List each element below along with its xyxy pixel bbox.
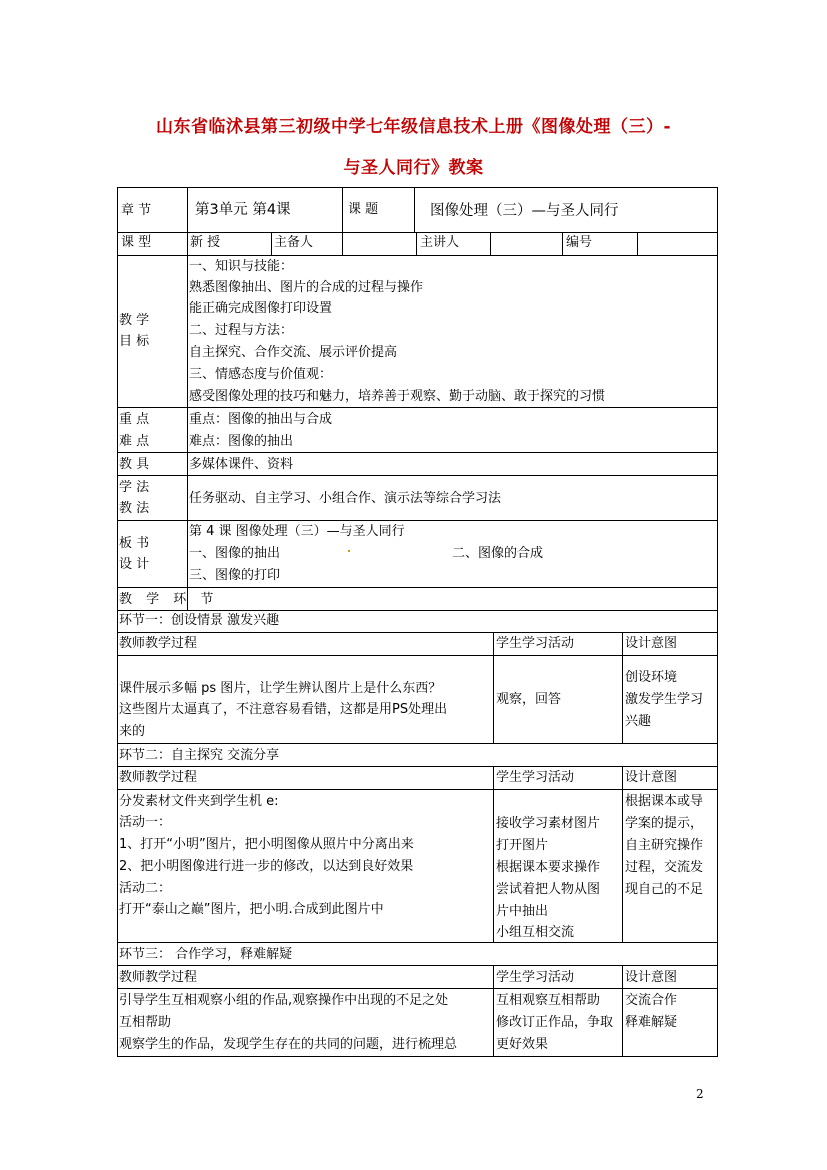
section-2-student-line: 打开图片 <box>496 838 549 853</box>
chapter-value: 第3单元 第4课 <box>195 202 291 218</box>
col-header-teacher: 教师教学过程 <box>119 636 198 651</box>
lecturer-label: 主讲人 <box>420 235 460 250</box>
section-2-teacher-line: 分发素材文件夹到学生机 e: <box>119 794 279 809</box>
section-3-student-line: 修改订正作品，争取 <box>496 1015 614 1030</box>
section-2-teacher-line: 1、打开“小明”图片，把小明图像从照片中分离出来 <box>119 837 414 852</box>
section-3-intent-line: 交流合作 <box>625 993 678 1008</box>
col-header-intent: 设计意图 <box>625 770 678 785</box>
objectives-label-2: 目 标 <box>119 334 150 349</box>
document-title-line-2: 与圣人同行》教案 <box>343 158 484 178</box>
objectives-line: 能正确完成图像打印设置 <box>189 301 333 316</box>
tools-value: 多媒体课件、资料 <box>189 457 294 472</box>
section-2-intent-line: 根据课本或导 <box>625 794 704 809</box>
objectives-line: 熟悉图像抽出、图片的合成的过程与操作 <box>189 280 424 295</box>
key-point: 重点：图像的抽出与合成 <box>189 412 333 427</box>
section-3-teacher-line: 观察学生的作品，发现学生存在的共同的问题，进行梳理总 <box>119 1037 458 1052</box>
tools-label: 教 具 <box>119 457 150 472</box>
process-title: 教 学 环 节 <box>119 592 214 607</box>
number-label: 编号 <box>566 235 593 250</box>
type-label: 课 型 <box>121 235 152 250</box>
board-label-2: 设 计 <box>119 557 150 572</box>
section-3-title: 环节三： 合作学习，释难解疑 <box>119 947 293 962</box>
board-line: 二、图像的合成 <box>452 546 544 561</box>
section-1-intent-line: 激发学生学习 <box>625 692 704 707</box>
section-1-teacher-line: 来的 <box>119 724 146 739</box>
section-2-student-line: 小组互相交流 <box>496 925 575 940</box>
key-label-1: 重 点 <box>119 412 150 427</box>
methods-label-2: 教 法 <box>119 501 150 516</box>
stray-mark <box>348 550 350 552</box>
section-2-student-line: 接收学习素材图片 <box>496 816 601 831</box>
objectives-line: 二、过程与方法： <box>189 323 294 338</box>
chapter-label: 章 节 <box>121 203 152 218</box>
section-1-title: 环节一：创设情景 激发兴趣 <box>119 613 280 628</box>
section-2-student-line: 根据课本要求操作 <box>496 860 601 875</box>
objectives-line: 一、知识与技能： <box>189 259 294 274</box>
topic-label: 课 题 <box>348 202 379 217</box>
board-label-1: 板 书 <box>119 536 150 551</box>
col-header-teacher: 教师教学过程 <box>119 770 198 785</box>
section-2-intent-line: 现自己的不足 <box>625 882 704 897</box>
objectives-line: 三、情感态度与价值观： <box>189 367 333 382</box>
section-2-title: 环节二：自主探究 交流分享 <box>119 748 280 763</box>
page-number: 2 <box>696 1087 704 1101</box>
col-header-intent: 设计意图 <box>625 970 678 985</box>
methods-value: 任务驱动、自主学习、小组合作、演示法等综合学习法 <box>189 491 502 506</box>
key-label-2: 难 点 <box>119 434 150 449</box>
section-2-teacher-line: 活动一： <box>119 815 172 830</box>
section-1-intent-line: 创设环境 <box>625 670 678 685</box>
section-2-student-line: 尝试着把人物从图 <box>496 882 601 897</box>
objectives-line: 自主探究、合作交流、展示评价提高 <box>189 345 398 360</box>
col-header-student: 学生学习活动 <box>496 770 575 785</box>
col-header-intent: 设计意图 <box>625 636 678 651</box>
section-3-intent-line: 释难解疑 <box>625 1015 678 1030</box>
col-header-student: 学生学习活动 <box>496 636 575 651</box>
section-2-teacher-line: 打开“泰山之巅”图片，把小明.合成到此图片中 <box>119 902 384 917</box>
section-2-student-line: 片中抽出 <box>496 904 549 919</box>
section-2-intent-line: 学案的提示， <box>625 816 704 831</box>
methods-label-1: 学 法 <box>119 480 150 495</box>
preparer-label: 主备人 <box>274 235 314 250</box>
section-3-teacher-line: 引导学生互相观察小组的作品,观察操作中出现的不足之处 <box>119 993 449 1008</box>
difficult-point: 难点：图像的抽出 <box>189 434 294 449</box>
objectives-line: 感受图像处理的技巧和魅力，培养善于观察、勤于动脑、敢于探究的习惯 <box>189 389 606 404</box>
board-line: 一、图像的抽出 <box>189 546 281 561</box>
section-2-intent-line: 过程，交流发 <box>625 860 704 875</box>
section-3-student-line: 更好效果 <box>496 1037 549 1052</box>
section-1-teacher-line: 这些图片太逼真了，不注意容易看错，这都是用PS处理出 <box>119 702 448 717</box>
board-line: 第 4 课 图像处理（三）—与圣人同行 <box>189 524 405 539</box>
col-header-student: 学生学习活动 <box>496 970 575 985</box>
topic-value: 图像处理（三）—与圣人同行 <box>430 203 619 219</box>
section-2-teacher-line: 2、把小明图像进行进一步的修改，以达到良好效果 <box>119 859 414 874</box>
section-3-student-line: 互相观察互相帮助 <box>496 993 601 1008</box>
objectives-label-1: 教 学 <box>119 313 150 328</box>
board-line: 三、图像的打印 <box>189 568 281 583</box>
document-title-line-1: 山东省临沭县第三初级中学七年级信息技术上册《图像处理（三）- <box>155 117 672 137</box>
section-2-intent-line: 自主研究操作 <box>625 838 704 853</box>
section-1-student-line: 观察，回答 <box>496 692 562 707</box>
section-1-intent-line: 兴趣 <box>625 714 652 729</box>
col-header-teacher: 教师教学过程 <box>119 970 198 985</box>
section-3-teacher-line: 互相帮助 <box>119 1015 172 1030</box>
section-1-teacher-line: 课件展示多幅 ps 图片，让学生辨认图片上是什么东西？ <box>119 681 442 696</box>
section-2-teacher-line: 活动二： <box>119 881 172 896</box>
type-value: 新 授 <box>190 235 221 250</box>
